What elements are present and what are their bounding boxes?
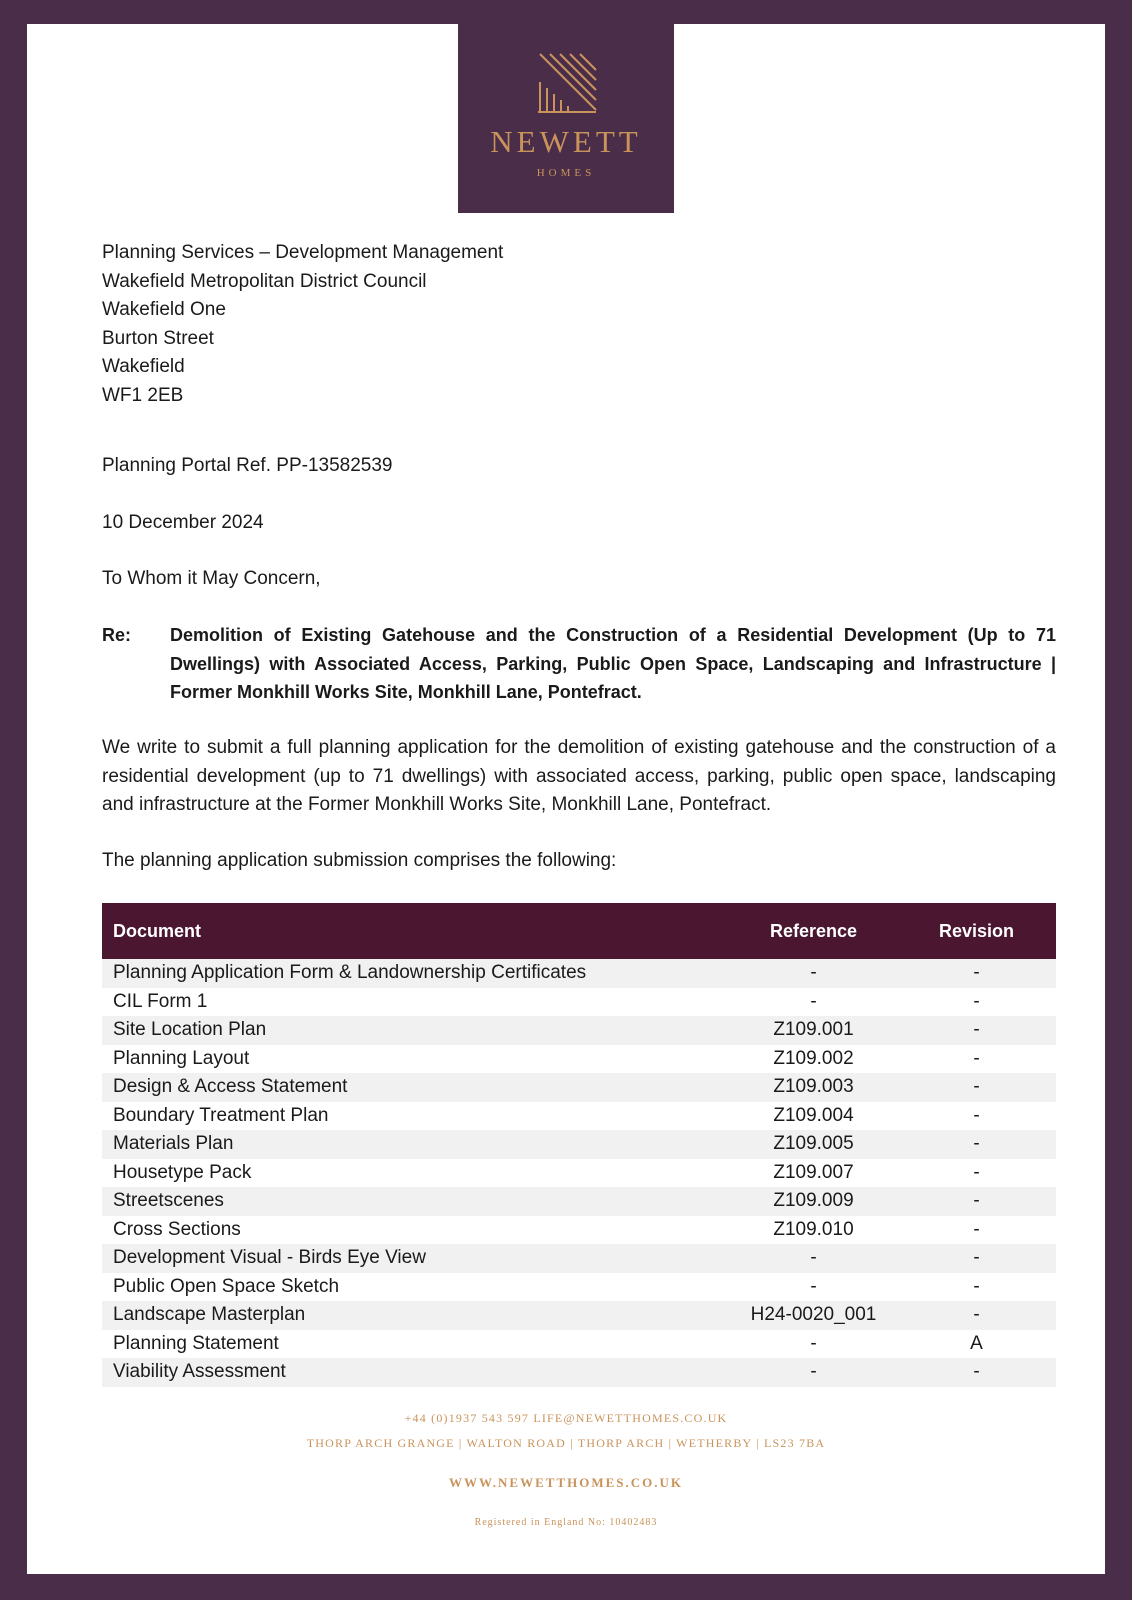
document-cell: Viability Assessment	[102, 1358, 730, 1387]
document-cell: Development Visual - Birds Eye View	[102, 1244, 730, 1273]
document-cell: Design & Access Statement	[102, 1073, 730, 1102]
footer-registration: Registered in England No: 10402483	[474, 1517, 658, 1528]
table-row	[102, 1045, 1056, 1074]
address-line: WF1 2EB	[102, 384, 184, 406]
reference-cell: Z109.009	[730, 1187, 897, 1216]
revision-cell: -	[897, 1102, 1056, 1131]
header-document: Document	[102, 903, 730, 959]
document-cell: Landscape Masterplan	[102, 1301, 730, 1330]
document-cell: Streetscenes	[102, 1187, 730, 1216]
table-row	[102, 1016, 1056, 1045]
table-row	[102, 1330, 1056, 1359]
document-cell: Materials Plan	[102, 1130, 730, 1159]
greeting: To Whom it May Concern,	[102, 568, 321, 589]
table-row	[102, 1159, 1056, 1188]
document-cell: Planning Statement	[102, 1330, 730, 1359]
comprises-line: The planning application submission comprises the following:	[102, 850, 617, 871]
table-row	[102, 1273, 1056, 1302]
address-line: Planning Services – Development Management	[102, 242, 504, 263]
revision-cell: -	[897, 1216, 1056, 1245]
reference-cell: Z109.001	[730, 1016, 897, 1045]
reference-cell: -	[730, 1244, 897, 1273]
reference-cell: -	[730, 1273, 897, 1302]
address-line: Wakefield One	[102, 299, 226, 320]
revision-cell: -	[897, 1301, 1056, 1330]
recipient-address	[102, 239, 503, 410]
reference-cell: Z109.003	[730, 1073, 897, 1102]
address-line: Wakefield Metropolitan District Council	[102, 270, 427, 292]
portal-reference: Planning Portal Ref. PP-13582539	[102, 455, 393, 476]
header-revision: Revision	[897, 903, 1056, 959]
reference-cell: Z109.002	[730, 1045, 897, 1074]
re-subject: Demolition of Existing Gatehouse and the Construction of a Residential Development (Up to 71 Dwellings) with Associated Access, Parking, Public Open Space, Landscaping and Infrastructure | Former Monkhill Works Site, Monkhill Lane, Pontefract.	[170, 625, 1056, 702]
brand-logo	[458, 24, 674, 213]
document-cell: Site Location Plan	[102, 1016, 730, 1045]
header-reference: Reference	[730, 903, 897, 959]
table-row	[102, 1102, 1056, 1131]
revision-cell: -	[897, 1073, 1056, 1102]
revision-cell: -	[897, 1244, 1056, 1273]
table-row	[102, 988, 1056, 1017]
table-row	[102, 1187, 1056, 1216]
letter-page	[27, 24, 1105, 1574]
reference-cell: Z109.005	[730, 1130, 897, 1159]
reference-cell: -	[730, 959, 897, 988]
brand-name: NEWETT	[490, 124, 642, 159]
document-cell: Housetype Pack	[102, 1159, 730, 1188]
document-cell: Planning Application Form & Landownership Certificates	[102, 959, 730, 988]
revision-cell: -	[897, 1130, 1056, 1159]
table-row	[102, 959, 1056, 988]
table-row	[102, 1301, 1056, 1330]
reference-cell: H24-0020_001	[730, 1301, 897, 1330]
re-label: Re:	[102, 625, 132, 645]
table-row	[102, 1244, 1056, 1273]
reference-cell: Z109.007	[730, 1159, 897, 1188]
document-cell: Boundary Treatment Plan	[102, 1102, 730, 1131]
table-row	[102, 1358, 1056, 1387]
reference-cell: -	[730, 988, 897, 1017]
revision-cell: -	[897, 988, 1056, 1017]
table-row	[102, 1073, 1056, 1102]
reference-cell: Z109.004	[730, 1102, 897, 1131]
document-cell: Planning Layout	[102, 1045, 730, 1074]
revision-cell: -	[897, 1358, 1056, 1387]
document-cell: Public Open Space Sketch	[102, 1273, 730, 1302]
footer-address: THORP ARCH GRANGE | WALTON ROAD | THORP ARCH | WETHERBY | LS23 7BA	[306, 1436, 826, 1450]
revision-cell: -	[897, 959, 1056, 988]
footer-contact: +44 (0)1937 543 597 LIFE@NEWETTHOMES.CO.UK	[404, 1411, 728, 1425]
reference-cell: -	[730, 1358, 897, 1387]
revision-cell: -	[897, 1016, 1056, 1045]
table-row	[102, 1130, 1056, 1159]
table-header-row	[102, 903, 1056, 959]
revision-cell: -	[897, 1187, 1056, 1216]
reference-cell: -	[730, 1330, 897, 1359]
document-cell: Cross Sections	[102, 1216, 730, 1245]
footer-website: WWW.NEWETTHOMES.CO.UK	[448, 1475, 684, 1490]
address-line: Wakefield	[102, 356, 185, 377]
revision-cell: -	[897, 1045, 1056, 1074]
reference-cell: Z109.010	[730, 1216, 897, 1245]
revision-cell: A	[897, 1330, 1056, 1359]
revision-cell: -	[897, 1273, 1056, 1302]
documents-table	[102, 903, 1056, 1387]
revision-cell: -	[897, 1159, 1056, 1188]
document-cell: CIL Form 1	[102, 988, 730, 1017]
newett-logo-icon	[536, 52, 598, 114]
address-line: Burton Street	[102, 327, 214, 349]
letter-date: 10 December 2024	[102, 512, 264, 533]
table-row	[102, 1216, 1056, 1245]
brand-subtitle: HOMES	[536, 167, 596, 179]
intro-paragraph: We write to submit a full planning application for the demolition of existing gatehouse and the construction of a residential development (up to 71 dwellings) with associated access, parking, public open space, landscaping and infrastructure at the Former Monkhill Works Site, Monkhill Lane, Pontefract.	[102, 737, 1056, 815]
